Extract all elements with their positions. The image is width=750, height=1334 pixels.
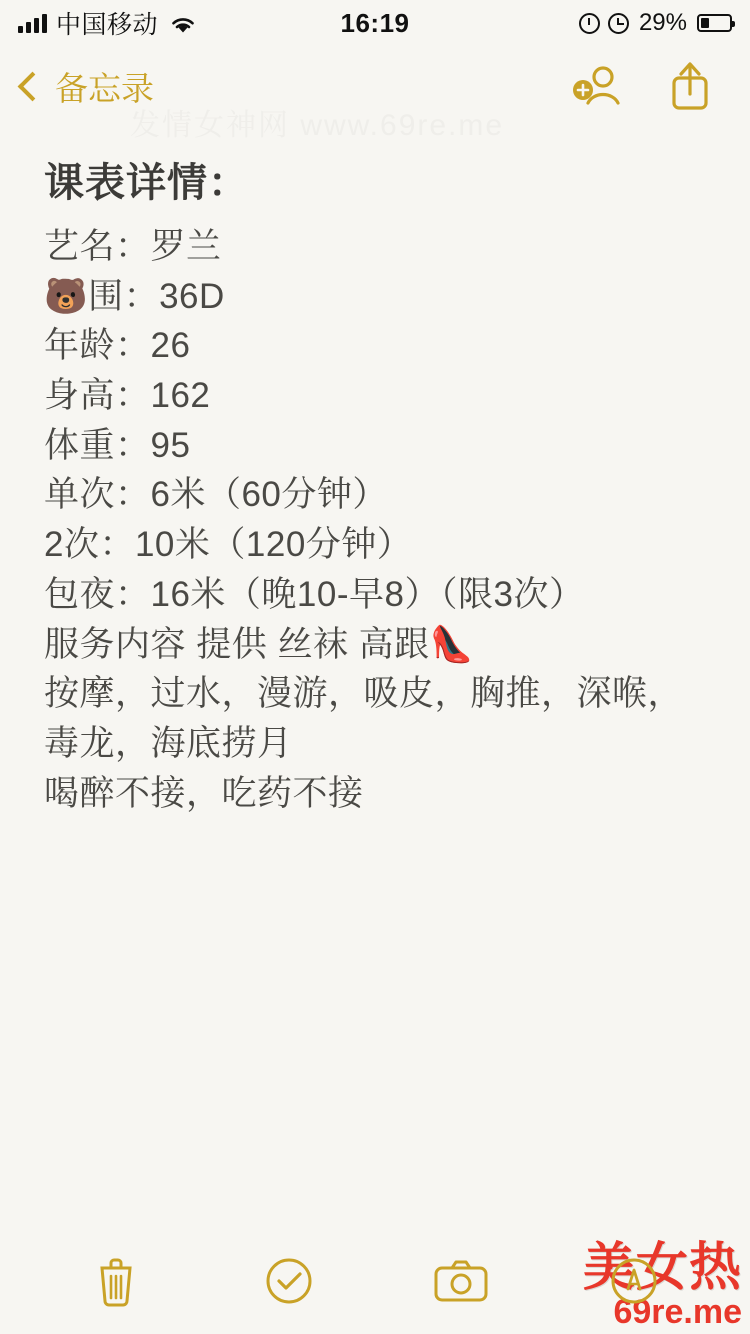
brand-watermark-en: 69re.me — [613, 1292, 742, 1331]
share-icon[interactable] — [666, 59, 720, 113]
nav-actions — [570, 59, 728, 113]
note-line: 体重：95 — [44, 425, 191, 465]
brand-watermark-cn: 美女热 — [582, 1239, 742, 1298]
status-left — [18, 5, 196, 41]
note-line: 服务内容 提供 丝袜 高跟👠 — [44, 624, 474, 664]
camera-icon[interactable] — [429, 1249, 493, 1313]
note-line: 2次：10米（120分钟） — [44, 525, 413, 565]
trash-icon[interactable] — [84, 1249, 148, 1313]
note-line: 按摩，过水，漫游，吸皮，胸推，深喉， — [44, 674, 684, 714]
note-line: 身高：162 — [44, 376, 211, 416]
note-body[interactable] — [0, 109, 750, 1238]
watermark-top-text: 发情女神网 www.69re.me — [130, 109, 505, 142]
markup-circle-icon[interactable] — [602, 1249, 666, 1313]
rotation-lock-icon — [579, 13, 600, 34]
note-title: 课表详情： — [44, 161, 249, 205]
add-person-icon[interactable] — [570, 59, 624, 113]
note-line: 喝醉不接，吃药不接 — [44, 773, 364, 813]
note-line: 单次：6米（60分钟） — [44, 475, 388, 515]
clock-label: 16:19 — [340, 7, 410, 38]
status-bar — [0, 0, 750, 46]
battery-percent-label: 29% — [638, 9, 687, 36]
note-line: 毒龙，海底捞月 — [44, 723, 293, 763]
battery-icon — [697, 14, 732, 32]
note-line: 包夜：16米（晚10-早8）（限3次） — [44, 574, 585, 614]
check-circle-icon[interactable] — [257, 1249, 321, 1313]
nav-bar — [0, 46, 750, 126]
signal-icon — [18, 13, 47, 33]
note-line: 🐻围：36D — [44, 276, 225, 316]
back-button[interactable] — [22, 63, 154, 110]
chevron-left-icon — [18, 71, 48, 101]
alarm-icon — [608, 13, 629, 34]
note-line: 年龄：26 — [44, 326, 191, 366]
bottom-toolbar — [0, 1238, 750, 1334]
back-button-label: 备忘录 — [55, 69, 154, 107]
status-right — [579, 9, 732, 37]
wifi-icon — [170, 13, 196, 33]
carrier-label: 中国移动 — [56, 11, 159, 39]
note-line: 艺名：罗兰 — [44, 227, 222, 266]
